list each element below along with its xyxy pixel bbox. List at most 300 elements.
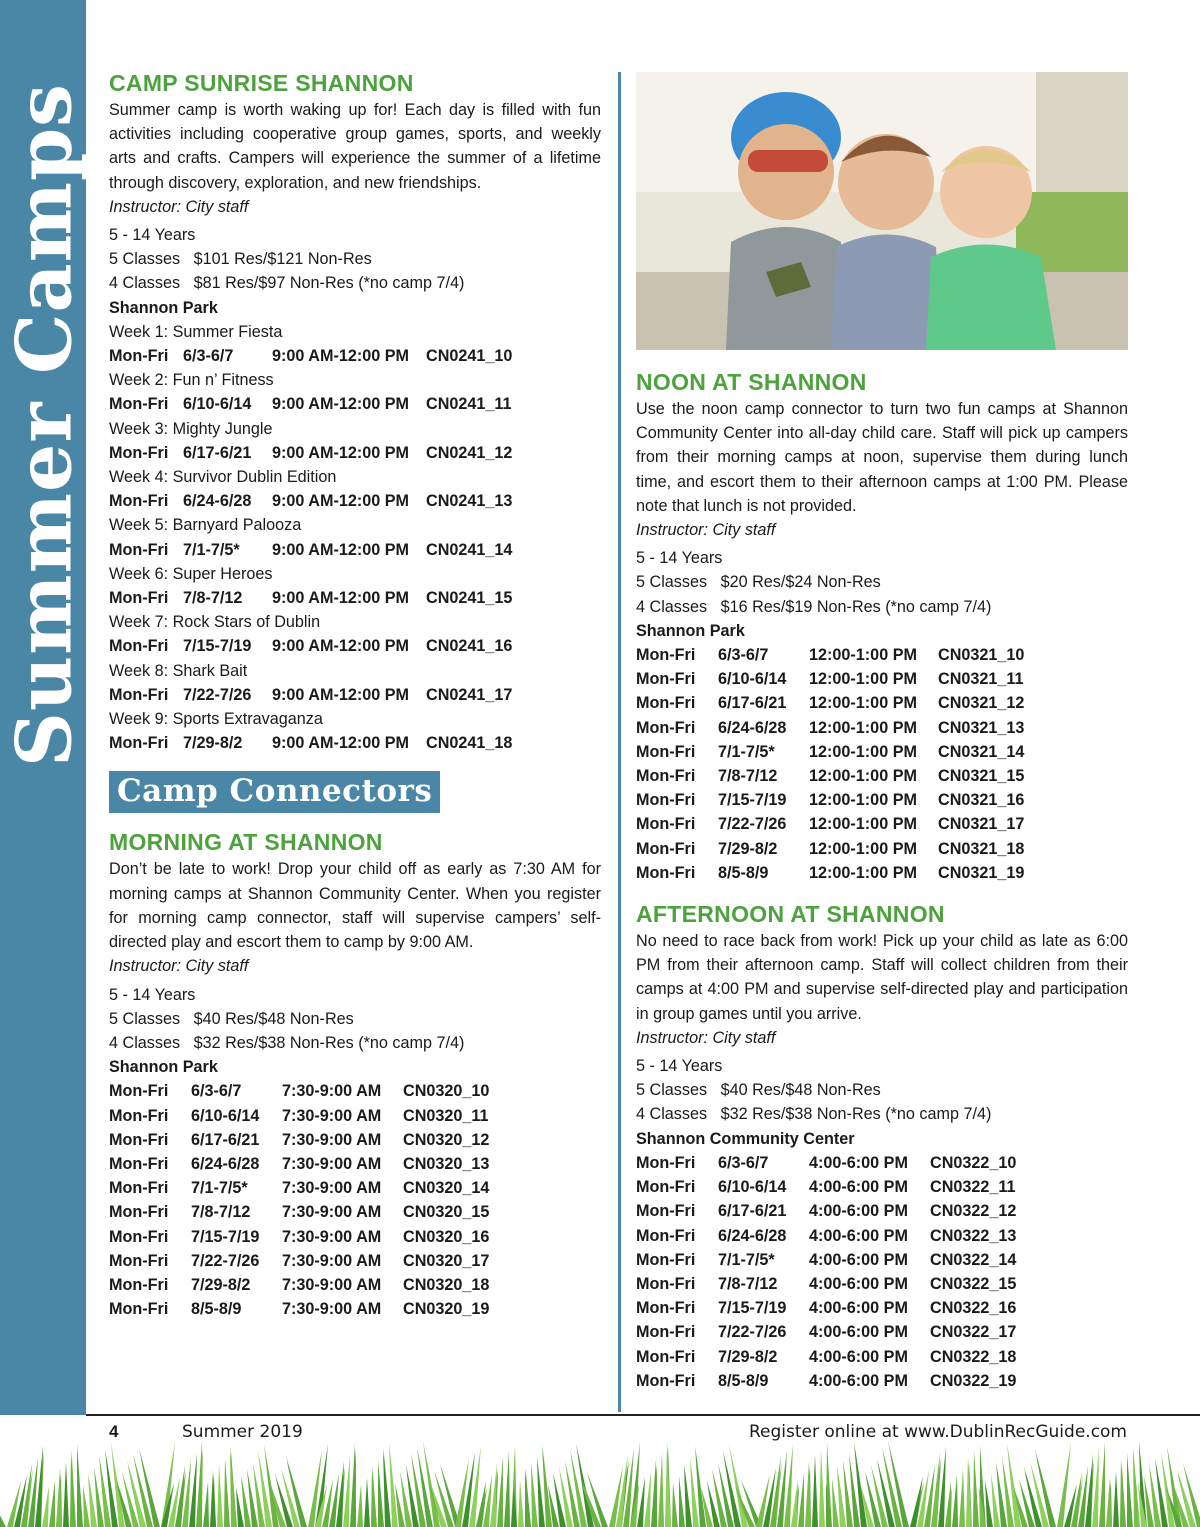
- grass-blade: [364, 1478, 370, 1527]
- schedule-dates: 6/17-6/21: [191, 1130, 260, 1149]
- schedule-row: [109, 489, 601, 513]
- left-column: [109, 68, 601, 1321]
- grass-blade: [832, 1478, 839, 1527]
- grass-blade: [531, 1462, 538, 1527]
- schedule-time: 12:00-1:00 PM: [809, 863, 917, 882]
- schedule-dates: 6/3-6/7: [718, 646, 769, 665]
- grass-blade: [350, 1443, 356, 1527]
- grass-blade: [1113, 1471, 1119, 1527]
- schedule-row: [109, 1249, 601, 1273]
- week-name: Week 9: Sports Extravaganza: [109, 710, 323, 729]
- schedule-code[interactable]: CN0321_12: [938, 694, 1025, 713]
- schedule-days: Mon-Fri: [109, 395, 169, 414]
- schedule-days: Mon-Fri: [636, 1274, 696, 1293]
- grass-blade: [945, 1481, 951, 1527]
- schedule-code[interactable]: CN0322_15: [930, 1274, 1017, 1293]
- schedule-row: [636, 1199, 1128, 1223]
- schedule-time: 9:00 AM-12:00 PM: [272, 685, 410, 704]
- grass-blade: [210, 1470, 216, 1527]
- kids-photo: [636, 72, 1128, 350]
- grass-blade: [1099, 1442, 1105, 1527]
- schedule-code[interactable]: CN0322_19: [930, 1371, 1017, 1390]
- price-5-classes: 5 Classes $40 Res/$48 Non-Res: [109, 1009, 354, 1028]
- grass-blade: [658, 1453, 664, 1527]
- schedule-code[interactable]: CN0322_18: [930, 1347, 1017, 1366]
- schedule-days: Mon-Fri: [636, 1202, 696, 1221]
- schedule-code[interactable]: CN0322_10: [930, 1153, 1017, 1172]
- schedule-days: Mon-Fri: [636, 1323, 696, 1342]
- page-number: 4: [109, 1422, 119, 1441]
- schedule-dates: 6/17-6/21: [718, 694, 787, 713]
- schedule-dates: 6/10-6/14: [718, 670, 787, 689]
- schedule-row: [636, 861, 1128, 885]
- schedule-dates: 6/10-6/14: [191, 1106, 260, 1125]
- week-name: Week 3: Mighty Jungle: [109, 419, 273, 438]
- schedule-time: 4:00-6:00 PM: [809, 1202, 908, 1221]
- schedule-days: Mon-Fri: [109, 637, 169, 656]
- instructor: Instructor: City staff: [109, 197, 249, 216]
- price-4-classes: 4 Classes $32 Res/$38 Non-Res (*no camp 7/4): [109, 1033, 465, 1052]
- schedule-time: 7:30-9:00 AM: [282, 1106, 382, 1125]
- schedule-row: [109, 1176, 601, 1200]
- grass-blade: [644, 1471, 651, 1527]
- grass-blade: [224, 1458, 230, 1527]
- price-5-classes: 5 Classes $40 Res/$48 Non-Res: [636, 1081, 881, 1100]
- schedule-dates: 7/22-7/26: [191, 1251, 260, 1270]
- schedule-row: [109, 1273, 601, 1297]
- schedule-days: Mon-Fri: [109, 1227, 169, 1246]
- schedule-dates: 7/8-7/12: [191, 1203, 251, 1222]
- grass-blade: [83, 1485, 90, 1527]
- schedule-days: Mon-Fri: [109, 1203, 169, 1222]
- schedule-code[interactable]: CN0241_18: [426, 734, 513, 753]
- schedule-code[interactable]: CN0322_14: [930, 1250, 1017, 1269]
- instructor: Instructor: City staff: [109, 957, 249, 976]
- grass-blade: [518, 1480, 524, 1527]
- grass-blade: [798, 1473, 804, 1527]
- footer-season: Summer 2019: [182, 1422, 303, 1442]
- schedule-days: Mon-Fri: [636, 1153, 696, 1172]
- schedule-time: 9:00 AM-12:00 PM: [272, 492, 410, 511]
- week-name: Week 7: Rock Stars of Dublin: [109, 613, 321, 632]
- schedule-time: 4:00-6:00 PM: [809, 1299, 908, 1318]
- schedule-dates: 6/3-6/7: [183, 347, 234, 366]
- grass-blade: [70, 1450, 76, 1527]
- grass-blade: [77, 1444, 83, 1527]
- schedule-dates: 8/5-8/9: [718, 863, 769, 882]
- grass-blade: [791, 1479, 798, 1527]
- schedule-code[interactable]: CN0241_17: [426, 685, 513, 704]
- grass-blade: [63, 1462, 69, 1527]
- grass-blade: [389, 1442, 398, 1527]
- schedule-time: 7:30-9:00 AM: [282, 1154, 382, 1173]
- schedule-code[interactable]: CN0241_12: [426, 443, 513, 462]
- grass-blade: [952, 1475, 958, 1527]
- schedule-row: [636, 1175, 1128, 1199]
- schedule-code[interactable]: CN0241_16: [426, 637, 513, 656]
- schedule-dates: 7/15-7/19: [718, 791, 787, 810]
- schedule-dates: 7/22-7/26: [718, 1323, 787, 1342]
- schedule-row: [109, 392, 601, 416]
- grass-blade: [1120, 1459, 1126, 1527]
- schedule-code[interactable]: CN0322_11: [930, 1178, 1016, 1197]
- schedule-time: 9:00 AM-12:00 PM: [272, 734, 410, 753]
- price-4-classes: 4 Classes $32 Res/$38 Non-Res (*no camp 7/4): [636, 1105, 992, 1124]
- schedule-code[interactable]: CN0322_16: [930, 1299, 1017, 1318]
- ages: 5 - 14 Years: [109, 985, 196, 1004]
- schedule-dates: 6/24-6/28: [191, 1154, 260, 1173]
- grass-blade: [357, 1484, 363, 1527]
- schedule-days: Mon-Fri: [109, 685, 169, 704]
- morning-section: [109, 827, 601, 1321]
- schedule-row: [636, 740, 1128, 764]
- schedule-row: [109, 1225, 601, 1249]
- schedule-dates: 7/29-8/2: [183, 734, 243, 753]
- schedule-time: 4:00-6:00 PM: [809, 1226, 908, 1245]
- schedule-code[interactable]: CN0321_16: [938, 791, 1025, 810]
- schedule-code[interactable]: CN0322_12: [930, 1202, 1017, 1221]
- section-description: Summer camp is worth waking up for! Each day is filled with fun activities including cooperative group games, sports, and weekly arts and crafts. Campers will experience the summer of a lifetime through discovery, exploration, and new friendships.: [109, 101, 601, 192]
- location: Shannon Community Center: [636, 1129, 855, 1148]
- schedule-time: 7:30-9:00 AM: [282, 1179, 382, 1198]
- schedule-row: [636, 667, 1128, 691]
- footer-register-link[interactable]: Register online at www.DublinRecGuide.com: [748, 1422, 1127, 1442]
- schedule-row: [636, 1320, 1128, 1344]
- schedule-days: Mon-Fri: [109, 1251, 169, 1270]
- schedule-days: Mon-Fri: [109, 1300, 169, 1319]
- schedule-row: [636, 1248, 1128, 1272]
- afternoon-section: [636, 899, 1128, 1393]
- grass-blade: [784, 1444, 793, 1527]
- schedule-time: 4:00-6:00 PM: [809, 1371, 908, 1390]
- grass-blade: [378, 1460, 384, 1527]
- camp-connectors-banner: Camp Connectors: [109, 771, 440, 813]
- schedule-code[interactable]: CN0241_15: [426, 589, 513, 608]
- schedule-row: [636, 1224, 1128, 1248]
- schedule-days: Mon-Fri: [109, 1130, 169, 1149]
- schedule-days: Mon-Fri: [636, 1347, 696, 1366]
- schedule-code[interactable]: CN0320_11: [403, 1106, 489, 1125]
- schedule-dates: 7/1-7/5*: [183, 540, 240, 559]
- schedule-row: [636, 837, 1128, 861]
- schedule-days: Mon-Fri: [636, 1250, 696, 1269]
- schedule-table: [109, 1079, 601, 1321]
- schedule-dates: 7/1-7/5*: [718, 1250, 775, 1269]
- schedule-days: Mon-Fri: [109, 1275, 169, 1294]
- schedule-time: 4:00-6:00 PM: [809, 1274, 908, 1293]
- schedule-days: Mon-Fri: [109, 1106, 169, 1125]
- price-5-classes: 5 Classes $101 Res/$121 Non-Res: [109, 250, 372, 269]
- schedule-time: 12:00-1:00 PM: [809, 815, 917, 834]
- schedule-time: 12:00-1:00 PM: [809, 767, 917, 786]
- schedule-dates: 7/8-7/12: [718, 1274, 778, 1293]
- schedule-time: 12:00-1:00 PM: [809, 718, 917, 737]
- schedule-time: 9:00 AM-12:00 PM: [272, 395, 410, 414]
- footer-rule: [86, 1414, 1200, 1416]
- location: Shannon Park: [109, 1058, 218, 1077]
- schedule-code[interactable]: CN0241_14: [426, 540, 513, 559]
- grass-blade: [371, 1466, 377, 1527]
- schedule-row: [636, 1151, 1128, 1175]
- grass-blade: [196, 1441, 202, 1527]
- schedule-dates: 6/24-6/28: [718, 1226, 787, 1245]
- grass-blade: [1092, 1448, 1099, 1527]
- schedule-time: 7:30-9:00 AM: [282, 1082, 382, 1101]
- schedule-code[interactable]: CN0321_10: [938, 646, 1025, 665]
- schedule-days: Mon-Fri: [109, 589, 169, 608]
- schedule-time: 7:30-9:00 AM: [282, 1130, 382, 1149]
- schedule-time: 12:00-1:00 PM: [809, 742, 917, 761]
- grass-blade: [343, 1455, 350, 1527]
- section-title: NOON AT SHANNON: [636, 369, 867, 395]
- week-name: Week 2: Fun n’ Fitness: [109, 371, 274, 390]
- schedule-days: Mon-Fri: [109, 1179, 169, 1198]
- schedule-dates: 6/17-6/21: [718, 1202, 787, 1221]
- schedule-code[interactable]: CN0321_14: [938, 742, 1025, 761]
- week-name: Week 1: Summer Fiesta: [109, 322, 283, 341]
- schedule-code[interactable]: CN0321_15: [938, 767, 1025, 786]
- schedule-row: [109, 1104, 601, 1128]
- schedule-row: [636, 1296, 1128, 1320]
- schedule-time: 7:30-9:00 AM: [282, 1227, 382, 1246]
- grass-blade: [651, 1459, 657, 1527]
- section-title: AFTERNOON AT SHANNON: [636, 901, 945, 928]
- schedule-days: Mon-Fri: [636, 863, 696, 882]
- schedule-time: 12:00-1:00 PM: [809, 839, 917, 858]
- section-description: No need to race back from work! Pick up your child as late as 6:00 PM from their afternoon camp. Staff will collect children from their camps at 4:00 PM and supervise self-directed play and participation in group games until you arrive.: [636, 932, 1128, 1023]
- schedule-dates: 6/3-6/7: [191, 1082, 242, 1101]
- grass-blade: [203, 1482, 209, 1527]
- grass-blade: [189, 1453, 197, 1527]
- schedule-code[interactable]: CN0320_10: [403, 1082, 490, 1101]
- schedule-row: [636, 812, 1128, 836]
- schedule-time: 4:00-6:00 PM: [809, 1250, 908, 1269]
- column-divider: [618, 72, 621, 1412]
- grass-blade: [490, 1463, 497, 1527]
- schedule-dates: 7/29-8/2: [191, 1275, 251, 1294]
- schedule-row: [636, 716, 1128, 740]
- schedule-dates: 7/8-7/12: [718, 767, 778, 786]
- schedule-days: Mon-Fri: [109, 1082, 169, 1101]
- schedule-days: Mon-Fri: [636, 646, 696, 665]
- schedule-dates: 6/24-6/28: [183, 492, 252, 511]
- grass-blade: [0, 1487, 6, 1527]
- instructor: Instructor: City staff: [636, 1028, 776, 1047]
- ages: 5 - 14 Years: [636, 1057, 723, 1076]
- schedule-row: [636, 788, 1128, 812]
- week-name: Week 4: Survivor Dublin Edition: [109, 468, 337, 487]
- section-description: Don’t be late to work! Drop your child off as early as 7:30 AM for morning camps at Shannon Community Center. When you register for morning camp connector, staff will supervise campers’ self-directed play and escort them to camp by 9:00 AM.: [109, 860, 601, 952]
- schedule-dates: 6/24-6/28: [718, 718, 787, 737]
- price-5-classes: 5 Classes $20 Res/$24 Non-Res: [636, 573, 881, 592]
- schedule-dates: 7/22-7/26: [718, 815, 787, 834]
- schedule-table: [636, 1151, 1128, 1393]
- schedule-days: Mon-Fri: [636, 815, 696, 834]
- schedule-dates: 7/29-8/2: [718, 839, 778, 858]
- right-column: [636, 367, 1128, 1393]
- section-title: CAMP SUNRISE SHANNON: [109, 70, 414, 96]
- schedule-row: [109, 683, 601, 707]
- schedule-time: 12:00-1:00 PM: [809, 694, 917, 713]
- grass-blade: [973, 1451, 979, 1527]
- schedule-code[interactable]: CN0320_13: [403, 1154, 490, 1173]
- schedule-dates: 7/22-7/26: [183, 685, 252, 704]
- camp-sunrise-section: [109, 68, 601, 755]
- schedule-code[interactable]: CN0320_18: [403, 1275, 490, 1294]
- schedule-row: [109, 731, 601, 755]
- schedule-days: Mon-Fri: [636, 791, 696, 810]
- schedule-dates: 6/10-6/14: [183, 395, 252, 414]
- location: Shannon Park: [636, 621, 745, 640]
- schedule-dates: 6/3-6/7: [718, 1153, 769, 1172]
- schedule-time: 7:30-9:00 AM: [282, 1251, 382, 1270]
- schedule-code[interactable]: CN0320_17: [403, 1251, 490, 1270]
- schedule-code[interactable]: CN0241_10: [426, 347, 513, 366]
- schedule-days: Mon-Fri: [109, 443, 169, 462]
- schedule-row: [636, 643, 1128, 667]
- grass-blade: [504, 1451, 510, 1527]
- schedule-days: Mon-Fri: [636, 694, 696, 713]
- grass-blade: [672, 1482, 678, 1527]
- grass-blade: [49, 1480, 55, 1527]
- schedule-days: Mon-Fri: [109, 540, 169, 559]
- week-name: Week 5: Barnyard Palooza: [109, 516, 302, 535]
- schedule-days: Mon-Fri: [636, 767, 696, 786]
- schedule-days: Mon-Fri: [636, 1371, 696, 1390]
- schedule-dates: 7/1-7/5*: [718, 742, 775, 761]
- schedule-dates: 7/15-7/19: [718, 1299, 787, 1318]
- schedule-days: Mon-Fri: [636, 670, 696, 689]
- schedule-time: 4:00-6:00 PM: [809, 1347, 908, 1366]
- schedule-row: [109, 634, 601, 658]
- schedule-time: 4:00-6:00 PM: [809, 1178, 908, 1197]
- grass-blade: [42, 1486, 49, 1527]
- schedule-row: [636, 1345, 1128, 1369]
- grass-blade: [217, 1464, 223, 1527]
- section-description: Use the noon camp connector to turn two fun camps at Shannon Community Center into all-day child care. Staff will pick up campers from their morning camps at noon, supervise them during lunch time, and escort them to their afternoon camps at 1:00 PM. Please note that lunch is not provided.: [636, 400, 1128, 515]
- grass-blade: [497, 1457, 503, 1527]
- schedule-code[interactable]: CN0320_15: [403, 1203, 490, 1222]
- grass-border: [0, 1440, 1200, 1527]
- schedule-days: Mon-Fri: [109, 734, 169, 753]
- grass-blade: [812, 1455, 818, 1527]
- schedule-days: Mon-Fri: [636, 718, 696, 737]
- schedule-row: [109, 344, 601, 368]
- schedule-days: Mon-Fri: [636, 1226, 696, 1245]
- schedule-time: 9:00 AM-12:00 PM: [272, 637, 410, 656]
- schedule-row: [109, 441, 601, 465]
- schedule-dates: 8/5-8/9: [718, 1371, 769, 1390]
- ages: 5 - 14 Years: [636, 549, 723, 568]
- schedule-code[interactable]: CN0321_18: [938, 839, 1025, 858]
- schedule-code[interactable]: CN0321_17: [938, 815, 1025, 834]
- schedule-days: Mon-Fri: [109, 1154, 169, 1173]
- schedule-time: 9:00 AM-12:00 PM: [272, 589, 410, 608]
- schedule-dates: 6/17-6/21: [183, 443, 252, 462]
- schedule-code[interactable]: CN0241_13: [426, 492, 513, 511]
- schedule-row: [109, 1200, 601, 1224]
- schedule-row: [109, 1297, 601, 1321]
- grass-blade: [819, 1449, 825, 1527]
- sidebar-band: [0, 0, 89, 1415]
- grass-blade: [959, 1469, 965, 1527]
- schedule-time: 7:30-9:00 AM: [282, 1203, 382, 1222]
- schedule-days: Mon-Fri: [109, 347, 169, 366]
- schedule-dates: 8/5-8/9: [191, 1300, 242, 1319]
- grass-blade: [1127, 1453, 1133, 1527]
- schedule-code[interactable]: CN0322_17: [930, 1323, 1017, 1342]
- schedule-time: 7:30-9:00 AM: [282, 1300, 382, 1319]
- schedule-time: 12:00-1:00 PM: [809, 646, 917, 665]
- schedule-time: 9:00 AM-12:00 PM: [272, 347, 410, 366]
- schedule-row: [109, 1152, 601, 1176]
- schedule-dates: 7/29-8/2: [718, 1347, 778, 1366]
- schedule-dates: 7/15-7/19: [191, 1227, 260, 1246]
- price-4-classes: 4 Classes $81 Res/$97 Non-Res (*no camp 7/4): [109, 274, 465, 293]
- schedule-days: Mon-Fri: [636, 742, 696, 761]
- schedule-time: 9:00 AM-12:00 PM: [272, 443, 410, 462]
- schedule-table: [636, 643, 1128, 885]
- kids-photo-illustration: [636, 72, 1128, 350]
- schedule-row: [109, 586, 601, 610]
- schedule-time: 12:00-1:00 PM: [809, 791, 917, 810]
- schedule-dates: 7/8-7/12: [183, 589, 243, 608]
- schedule-dates: 7/15-7/19: [183, 637, 252, 656]
- schedule-row: [109, 538, 601, 562]
- week-name: Week 6: Super Heroes: [109, 564, 273, 583]
- schedule-time: 4:00-6:00 PM: [809, 1153, 908, 1172]
- schedule-row: [109, 1079, 601, 1103]
- schedule-row: [636, 1369, 1128, 1393]
- schedule-code[interactable]: CN0322_13: [930, 1226, 1017, 1245]
- schedule-days: Mon-Fri: [636, 1299, 696, 1318]
- schedule-days: Mon-Fri: [636, 839, 696, 858]
- grass-blade: [230, 1446, 237, 1527]
- schedule-row: [109, 1128, 601, 1152]
- instructor: Instructor: City staff: [636, 521, 776, 540]
- schedule-days: Mon-Fri: [636, 1178, 696, 1197]
- schedule-dates: 7/1-7/5*: [191, 1179, 248, 1198]
- schedule-code[interactable]: CN0321_13: [938, 718, 1025, 737]
- schedule-code[interactable]: CN0320_12: [403, 1130, 490, 1149]
- grass-blade: [679, 1476, 685, 1527]
- schedule-code[interactable]: CN0320_19: [403, 1300, 490, 1319]
- schedule-row: [636, 764, 1128, 788]
- section-title: MORNING AT SHANNON: [109, 829, 383, 856]
- schedule-days: Mon-Fri: [109, 492, 169, 511]
- schedule-time: 9:00 AM-12:00 PM: [272, 540, 410, 559]
- schedule-code[interactable]: CN0320_14: [403, 1179, 490, 1198]
- week-list: [109, 320, 601, 756]
- schedule-time: 12:00-1:00 PM: [809, 670, 917, 689]
- schedule-code[interactable]: CN0241_11: [426, 395, 512, 414]
- schedule-code[interactable]: CN0321_19: [938, 863, 1025, 882]
- location: Shannon Park: [109, 298, 218, 317]
- schedule-code[interactable]: CN0320_16: [403, 1227, 490, 1246]
- sidebar-title: Summer Camps: [0, 83, 89, 767]
- grass-blade: [525, 1468, 531, 1527]
- noon-section: [636, 367, 1128, 885]
- schedule-code[interactable]: CN0321_11: [938, 670, 1024, 689]
- week-name: Week 8: Shark Bait: [109, 661, 248, 680]
- schedule-row: [636, 691, 1128, 715]
- price-4-classes: 4 Classes $16 Res/$19 Non-Res (*no camp 7/4): [636, 597, 992, 616]
- schedule-time: 4:00-6:00 PM: [809, 1323, 908, 1342]
- grass-blade: [637, 1477, 645, 1527]
- ages: 5 - 14 Years: [109, 226, 196, 245]
- schedule-time: 7:30-9:00 AM: [282, 1275, 382, 1294]
- schedule-row: [636, 1272, 1128, 1296]
